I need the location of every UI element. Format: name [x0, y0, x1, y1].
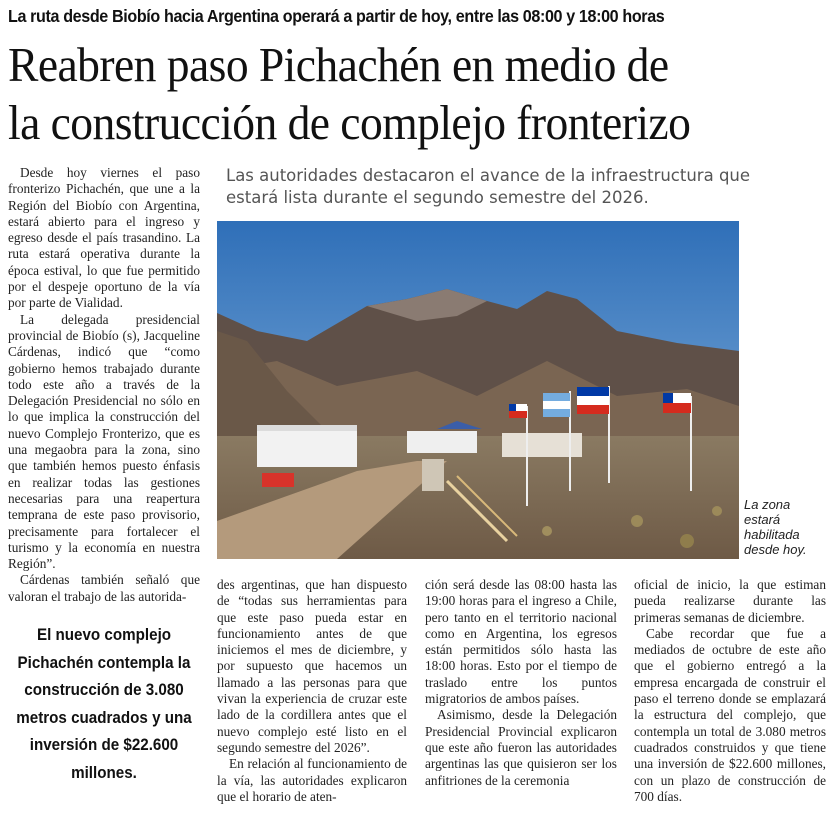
caption-line-4: desde hoy. — [744, 542, 807, 557]
pull-quote — [8, 622, 200, 787]
col1-paragraph-3: Cárdenas también señaló que valoran el trabajo de las autorida- — [8, 572, 200, 604]
body-column-4 — [634, 577, 826, 805]
quote-line-4: metros cuadrados y una — [16, 708, 192, 727]
col1-paragraph-2: La delegada presidencial provincial de Biobío (s), Jacqueline Cárdenas, indicó que “como gobierno hemos trabajado durante todo este año a través de la Delegación Presidencial no sólo en lo que implica la construcción del nuevo Complejo Fronterizo, que es una megaobra para la zona, sino que también hemos puesto énfasis en realizar todas las gestiones necesarias para una reapertura temprana de este paso provisorio, precisamente para fortalecer el turismo y la economía en nuestra Región”. — [8, 311, 200, 572]
quote-line-3: construcción de 3.080 — [24, 681, 184, 699]
col3-paragraph-1: ción será desde las 08:00 hasta las 19:00 horas para el ingreso a Chile, pero tanto en el territorio nacional como en Argentina, los egresos están permitidos sólo hasta las 18:00 horas. Esto por el tiempo de traslado entre los puntos migratorios de ambos países. — [425, 577, 617, 707]
caption-line-1: La zona — [744, 497, 791, 512]
article-subhead: Las autoridades destacaron el avance de la infraestructura que estará lista durante el segundo semestre del 2026. — [226, 166, 751, 207]
photo-caption — [744, 497, 824, 557]
col4-paragraph-1: oficial de inicio, la que estiman pueda realizarse durante las primeras semanas de diciembre. — [634, 577, 826, 625]
article-kicker: La ruta desde Biobío hacia Argentina operará a partir de hoy, entre las 08:00 y 18:00 horas — [8, 6, 665, 26]
quote-line-1: El nuevo complejo — [36, 626, 172, 644]
quote-line-6: millones. — [71, 763, 137, 782]
body-column-1 — [8, 165, 200, 605]
border-crossing-photo — [217, 221, 739, 559]
col2-paragraph-1: des argentinas, que han dispuesto de “todas sus herramientas para que este paso pueda estar en funcionamiento antes de que iniciemos el mes de diciembre, y por supuesto que hacemos un llamado a las personas para que vivan la experiencia de cruzar este lado de la cordillera antes que el nuevo complejo esté listo en el segundo semestre del 2026”. — [217, 577, 407, 755]
body-column-3 — [425, 577, 617, 789]
col4-paragraph-2: Cabe recordar que fue a mediados de octubre de este año que el gobierno entregó a la empresa encargada de construir el paso el terreno donde se emplazará la estructura del complejo, que contempla un total de 3.080 metros cuadrados construidos y que tiene una inversión de $22.600 millones, con un plazo de construcción de 700 días. — [634, 625, 826, 804]
body-column-2 — [217, 577, 407, 805]
caption-line-3: habilitada — [744, 527, 800, 542]
headline-line-2: la construcción de complejo fronterizo — [8, 95, 691, 150]
headline-line-1: Reabren paso Pichachén en medio de — [8, 37, 669, 92]
quote-line-2: Pichachén contempla la — [17, 653, 191, 672]
col2-paragraph-2: En relación al funcionamiento de la vía, las autoridades explicaron que el horario de aten- — [217, 756, 407, 804]
article-headline — [8, 36, 832, 152]
quote-line-5: inversión de $22.600 — [29, 736, 179, 754]
caption-line-2: estará — [744, 512, 781, 527]
col3-paragraph-2: Asimismo, desde la Delegación Presidencial Provincial explicaron que este año fueron las autoridades argentinas las que quisieron ser los anfitriones de la ceremonia — [425, 707, 617, 788]
col1-paragraph-1: Desde hoy viernes el paso fronterizo Pichachén, que une a la Región del Biobío con Argentina, estará abierto para el ingreso y egreso desde el país trasandino. La ruta estará operativa durante la época estival, lo que fue permitido por el despeje oportuno de la vía por parte de Vialidad. — [8, 165, 200, 311]
